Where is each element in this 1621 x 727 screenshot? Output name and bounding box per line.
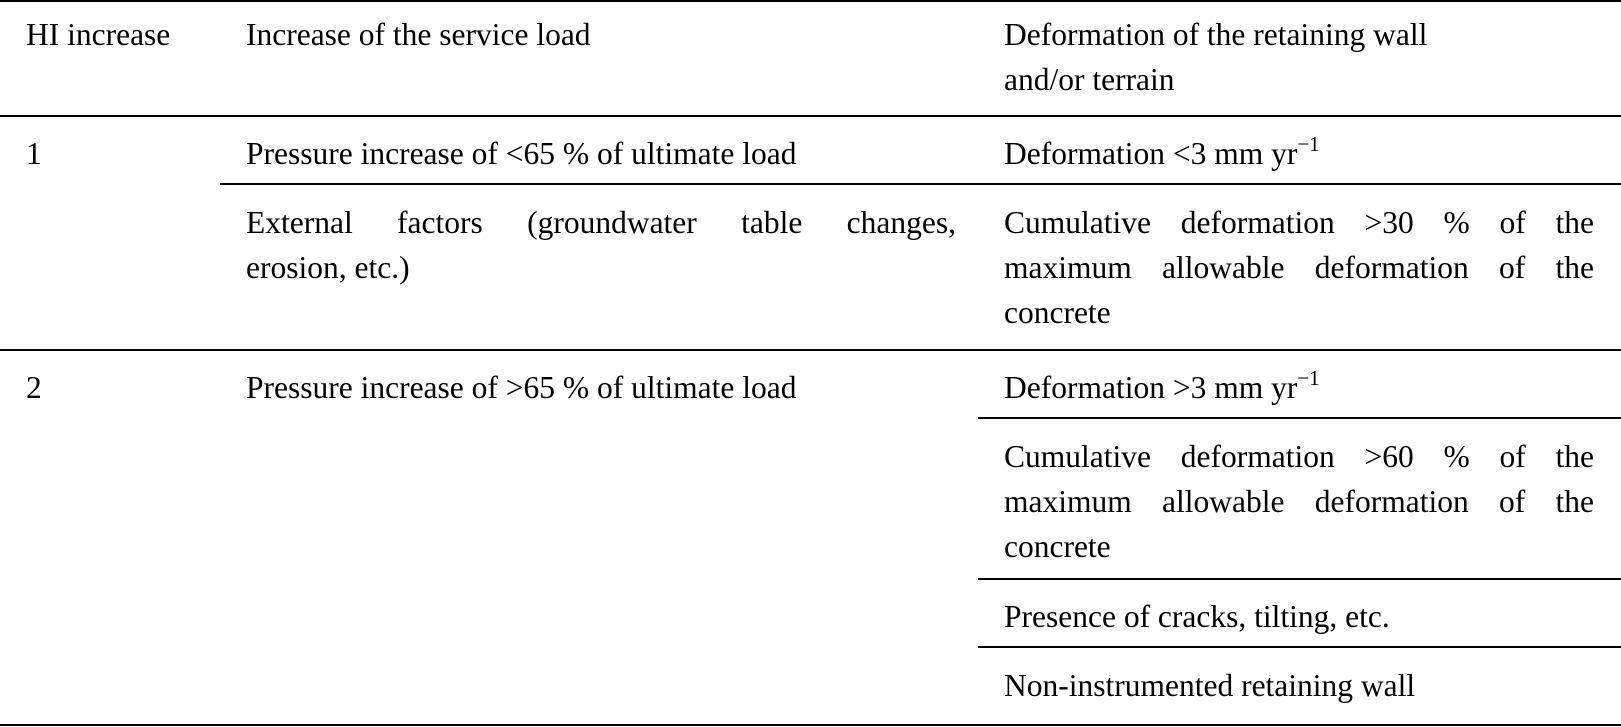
row1-hi-level: 1 [26, 136, 42, 171]
row2-load-pressure: Pressure increase of >65 % of ultimate load [246, 370, 797, 405]
row2-deformation-cracks: Presence of cracks, tilting, etc. [1004, 599, 1390, 634]
row1-load-external-line2: erosion, etc.) [246, 250, 410, 285]
top-rule [0, 0, 1621, 2]
row1-inner-rule [220, 183, 1621, 185]
row1-deformation-cumulative-line3: concrete [1004, 295, 1111, 330]
row1-deformation-cumulative-line2: maximum allowable deformation of the [1004, 250, 1594, 285]
row2-deformation-rate [1004, 365, 1320, 410]
row2-inner-rule-2 [978, 578, 1621, 580]
row2-deformation-cumulative-line3: concrete [1004, 529, 1111, 564]
header-deformation-line1: Deformation of the retaining wall [1004, 17, 1428, 52]
row1-deformation-cumulative-line1: Cumulative deformation >30 % of the [1004, 205, 1594, 240]
row1-load-external-line1: External factors (groundwater table changes, [246, 205, 956, 240]
header-service-load: Increase of the service load [246, 17, 591, 52]
header-deformation [1004, 12, 1427, 102]
row1-load-pressure: Pressure increase of <65 % of ultimate load [246, 136, 797, 171]
bottom-rule [0, 724, 1621, 726]
header-rule [0, 115, 1621, 117]
row1-deformation-cumulative [1004, 200, 1594, 335]
header-hi-increase: HI increase [26, 17, 171, 52]
row1-deformation-rate [1004, 131, 1320, 176]
row2-deformation-rate-exponent: −1 [1297, 366, 1320, 390]
row1-load-external [246, 200, 956, 290]
row2-hi-level: 2 [26, 370, 42, 405]
row2-inner-rule-3 [978, 646, 1621, 648]
row1-deformation-rate-exponent: −1 [1297, 132, 1320, 156]
row1-deformation-rate-text: Deformation <3 mm yr [1004, 136, 1298, 171]
row2-deformation-cumulative-line1: Cumulative deformation >60 % of the [1004, 439, 1594, 474]
row2-deformation-non-instrumented: Non-instrumented retaining wall [1004, 668, 1416, 703]
header-deformation-line2: and/or terrain [1004, 62, 1175, 97]
row-separator-rule [0, 349, 1621, 351]
row2-deformation-cumulative-line2: maximum allowable deformation of the [1004, 484, 1594, 519]
row2-deformation-rate-text: Deformation >3 mm yr [1004, 370, 1298, 405]
row2-inner-rule-1 [978, 417, 1621, 419]
row2-deformation-cumulative [1004, 434, 1594, 569]
